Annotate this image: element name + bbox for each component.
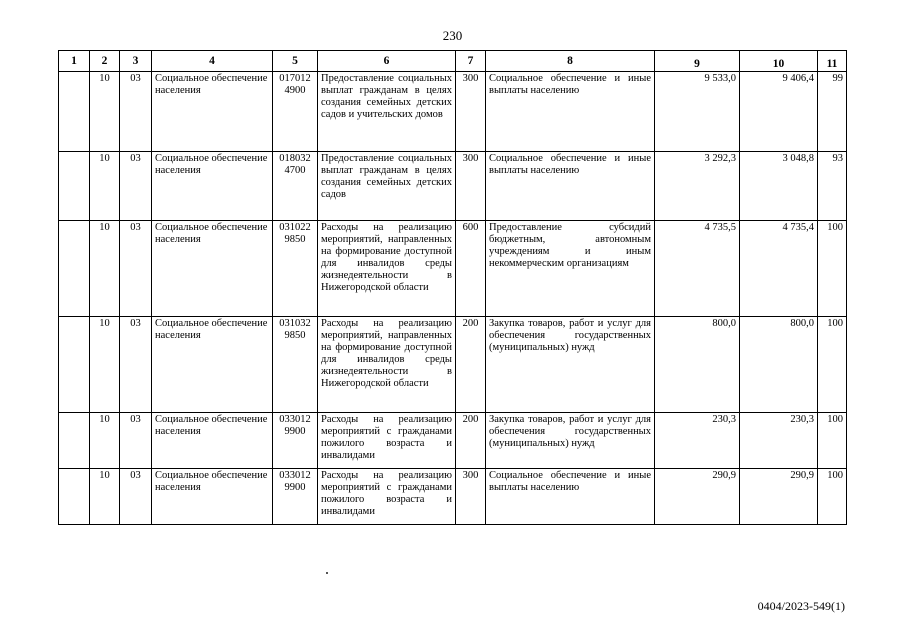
col-header: 5 — [273, 51, 318, 72]
col-header: 11 — [818, 51, 847, 72]
cell-c11: 100 — [818, 221, 847, 317]
cell-c8: Закупка товаров, работ и услуг для обеспечения государственных (муниципальных) нужд — [486, 413, 655, 469]
cell-c11: 93 — [818, 152, 847, 221]
cell-c6: Расходы на реализацию мероприятий с гражданами пожилого возраста и инвалидами — [318, 413, 456, 469]
cell-c4: Социальное обеспечение населения — [152, 221, 273, 317]
table-row — [59, 221, 847, 317]
cell-c5: 0330129900 — [273, 413, 318, 469]
cell-c8: Социальное обеспечение и иные выплаты населению — [486, 469, 655, 525]
cell-c10: 4 735,4 — [740, 221, 818, 317]
col-header: 10 — [740, 51, 818, 72]
table-row — [59, 72, 847, 152]
cell-c5: 0170124900 — [273, 72, 318, 152]
cell-c5: 0310329850 — [273, 317, 318, 413]
table-row — [59, 469, 847, 525]
col-header: 7 — [456, 51, 486, 72]
cell-c5: 0180324700 — [273, 152, 318, 221]
col-header: 8 — [486, 51, 655, 72]
cell-c7: 200 — [456, 413, 486, 469]
cell-c10: 9 406,4 — [740, 72, 818, 152]
cell-c3: 03 — [120, 413, 152, 469]
cell-c1 — [59, 221, 90, 317]
cell-c5: 0330129900 — [273, 469, 318, 525]
cell-c4: Социальное обеспечение населения — [152, 317, 273, 413]
cell-c11: 99 — [818, 72, 847, 152]
cell-c6: Предоставление социальных выплат гражданам в целях создания семейных детских садов — [318, 152, 456, 221]
cell-c8: Закупка товаров, работ и услуг для обеспечения государственных (муниципальных) нужд — [486, 317, 655, 413]
cell-c3: 03 — [120, 72, 152, 152]
cell-c4: Социальное обеспечение населения — [152, 152, 273, 221]
cell-c3: 03 — [120, 152, 152, 221]
col-header: 9 — [655, 51, 740, 72]
cell-c9: 9 533,0 — [655, 72, 740, 152]
cell-c9: 230,3 — [655, 413, 740, 469]
table-header-row — [59, 51, 847, 72]
cell-c3: 03 — [120, 317, 152, 413]
cell-c7: 300 — [456, 152, 486, 221]
cell-c1 — [59, 152, 90, 221]
cell-c4: Социальное обеспечение населения — [152, 72, 273, 152]
cell-c7: 300 — [456, 72, 486, 152]
cell-c3: 03 — [120, 221, 152, 317]
cell-c10: 290,9 — [740, 469, 818, 525]
cell-c2: 10 — [90, 72, 120, 152]
cell-c8: Предоставление субсидий бюджетным, автономным учреждениям и иным некоммерческим организациям — [486, 221, 655, 317]
cell-c1 — [59, 72, 90, 152]
budget-table — [58, 50, 847, 525]
table-row — [59, 152, 847, 221]
col-header: 3 — [120, 51, 152, 72]
cell-c1 — [59, 317, 90, 413]
document-id: 0404/2023-549(1) — [757, 599, 845, 613]
cell-c9: 290,9 — [655, 469, 740, 525]
cell-c5: 0310229850 — [273, 221, 318, 317]
cell-c4: Социальное обеспечение населения — [152, 469, 273, 525]
cell-c7: 200 — [456, 317, 486, 413]
cell-c11: 100 — [818, 413, 847, 469]
cell-c11: 100 — [818, 317, 847, 413]
cell-c2: 10 — [90, 221, 120, 317]
cell-c1 — [59, 469, 90, 525]
col-header: 4 — [152, 51, 273, 72]
cell-c6: Расходы на реализацию мероприятий с гражданами пожилого возраста и инвалидами — [318, 469, 456, 525]
cell-c6: Расходы на реализацию мероприятий, направленных на формирование доступной для инвалидов среды жизнедеятельности в Нижегородской области — [318, 221, 456, 317]
cell-c7: 600 — [456, 221, 486, 317]
table-row — [59, 413, 847, 469]
cell-c10: 230,3 — [740, 413, 818, 469]
cell-c9: 800,0 — [655, 317, 740, 413]
table-row — [59, 317, 847, 413]
cell-c2: 10 — [90, 152, 120, 221]
cell-c10: 3 048,8 — [740, 152, 818, 221]
cell-c2: 10 — [90, 317, 120, 413]
cell-c4: Социальное обеспечение населения — [152, 413, 273, 469]
cell-c3: 03 — [120, 469, 152, 525]
cell-c8: Социальное обеспечение и иные выплаты населению — [486, 152, 655, 221]
col-header: 2 — [90, 51, 120, 72]
cell-c6: Расходы на реализацию мероприятий, направленных на формирование доступной для инвалидов среды жизнедеятельности в Нижегородской области — [318, 317, 456, 413]
cell-c9: 4 735,5 — [655, 221, 740, 317]
cell-c8: Социальное обеспечение и иные выплаты населению — [486, 72, 655, 152]
page-number: 230 — [442, 28, 463, 43]
cell-c11: 100 — [818, 469, 847, 525]
cell-c2: 10 — [90, 469, 120, 525]
col-header: 1 — [59, 51, 90, 72]
cell-c1 — [59, 413, 90, 469]
col-header: 6 — [318, 51, 456, 72]
cell-c6: Предоставление социальных выплат гражданам в целях создания семейных детских садов и учительских домов — [318, 72, 456, 152]
cell-c9: 3 292,3 — [655, 152, 740, 221]
cell-c10: 800,0 — [740, 317, 818, 413]
cell-c7: 300 — [456, 469, 486, 525]
scan-dot — [326, 572, 328, 574]
cell-c2: 10 — [90, 413, 120, 469]
